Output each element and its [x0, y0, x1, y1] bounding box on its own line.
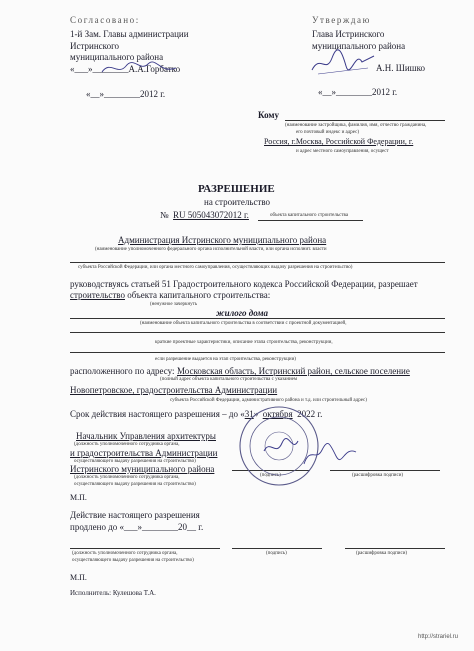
body-p2: [70, 291, 270, 300]
executor-note: Исполнитель: Кулешова Т.А.: [70, 589, 156, 597]
body-p2-rest: объекта капитального строительства:: [125, 290, 271, 300]
signatory-signature-mark: [300, 440, 360, 470]
left-line3: муниципального района: [70, 52, 164, 62]
body-p1: руководствуясь статьей 51 Градостроительного кодекса Российской Федерации, разрешает: [70, 279, 418, 289]
signatory-hint3: (должность уполномоченного сотрудника органа,: [74, 475, 180, 480]
right-line1: Глава Истринского: [312, 29, 385, 39]
location-label: расположенного по адресу:: [70, 366, 175, 376]
left-line2: Истринского: [70, 41, 120, 51]
addressee-address: Россия, г.Москва, Российской Федерации, г.: [264, 137, 414, 146]
addressee-hint2: его почтовый индекс и адрес): [296, 130, 360, 135]
location-hint2: субъекта Российской Федерации, административного района и т.д. или строительный адрес): [170, 398, 367, 403]
addressee-label: Кому: [258, 110, 280, 120]
signatory-hint2: осуществляющего выдачу разрешения на строительство): [74, 459, 196, 464]
permit-number: RU 505043072012 г.: [173, 210, 249, 220]
addressee-hint1: (наименование застройщика, фамилия, имя, отчество гражданина,: [285, 123, 427, 128]
signatory-line2: и градостроительства Администрации: [70, 448, 218, 458]
signatory-hint1: (должность уполномоченного сотрудника органа,: [74, 442, 180, 447]
object-hint2: краткие проектные характеристики, описание этапа строительства, реконструкции,: [155, 340, 333, 345]
authority-hint2: субъекта Российской Федерации, или органа местного самоуправления, осуществляющих выдачу разрешения на строительство): [78, 265, 353, 270]
extension-line2: продлено до «___»________20__ г.: [70, 522, 204, 532]
number-label: №: [160, 210, 169, 220]
extension-hint-a: (должность уполномоченного сотрудника органа,: [72, 551, 178, 556]
document-title: РАЗРЕШЕНИЕ: [198, 183, 275, 195]
right-signature-mark: [308, 48, 378, 78]
signatory-hint4: осуществляющего выдачу разрешения на строительство): [74, 482, 196, 487]
signatory-decode-hint: (расшифровка подписи): [352, 473, 404, 478]
validity-text-a: Срок действия настоящего разрешения – до «: [70, 409, 245, 419]
location-address: Московская область, Истринский район, сельское поселение: [177, 366, 410, 376]
extension-decode-hint: (расшифровка подписи): [356, 551, 408, 556]
right-line2: муниципального района: [312, 41, 406, 51]
object-hint3: если разрешение выдается на этап строительства, реконструкции): [155, 357, 296, 362]
signatory-line1: Начальник Управления архитектуры: [76, 431, 216, 441]
object-hint1: (наименование объекта капитального строительства в соответствии с проектной документацией,: [140, 321, 347, 326]
body-p2-hint: (ненужное зачеркнуть: [150, 302, 198, 307]
extension-hint-b: осуществляющего выдачу разрешения на строительство): [72, 558, 194, 563]
issuing-authority: Администрация Истринского муниципального района: [118, 235, 327, 245]
signatory-sign-hint: (подпись): [260, 473, 281, 478]
right-date-line: «__»________2012 г.: [318, 87, 398, 97]
validity-text-b: »: [253, 409, 259, 419]
right-heading: Утверждаю: [312, 15, 371, 25]
extension-line1: Действие настоящего разрешения: [70, 510, 200, 520]
validity-year: 2022 г.: [297, 409, 323, 419]
location-hint: (полный адрес объекта капитального строительства с указанием: [160, 377, 298, 382]
signatory-mp: М.П.: [70, 493, 87, 502]
left-heading: Согласовано:: [70, 15, 140, 25]
body-p2-strike: строительство: [70, 290, 125, 300]
addressee-hint3: и адрес местного самоуправления, осущест: [296, 149, 389, 154]
extension-mp: М.П.: [70, 573, 87, 582]
left-sign-line: «___»________А.А.Горбатко: [70, 64, 181, 74]
right-sign-line: А.Н. Шишко: [376, 63, 425, 73]
validity-day: 31: [244, 409, 254, 419]
document-subtitle: на строительство: [204, 197, 271, 207]
left-signature-mark: [100, 58, 180, 78]
signatory-line3: Истринского муниципального района: [70, 464, 215, 474]
extension-sign-hint: (подпись): [266, 551, 287, 556]
number-hint: объекта капитального строительства: [270, 213, 349, 218]
location-address2: Новопетровское, градостроительства Администрации: [70, 385, 278, 395]
watermark-url: http://strariel.ru: [418, 634, 459, 640]
left-date-line: «__»________2012 г.: [86, 89, 166, 99]
left-line1: 1-й Зам. Главы администрации: [70, 29, 189, 39]
validity-month: октября: [262, 409, 293, 419]
object-name: жилого дома: [216, 308, 269, 318]
authority-hint: (наименование уполномоченного федерального органа исполнительной власти, или органа исполнит. власти: [95, 247, 327, 252]
